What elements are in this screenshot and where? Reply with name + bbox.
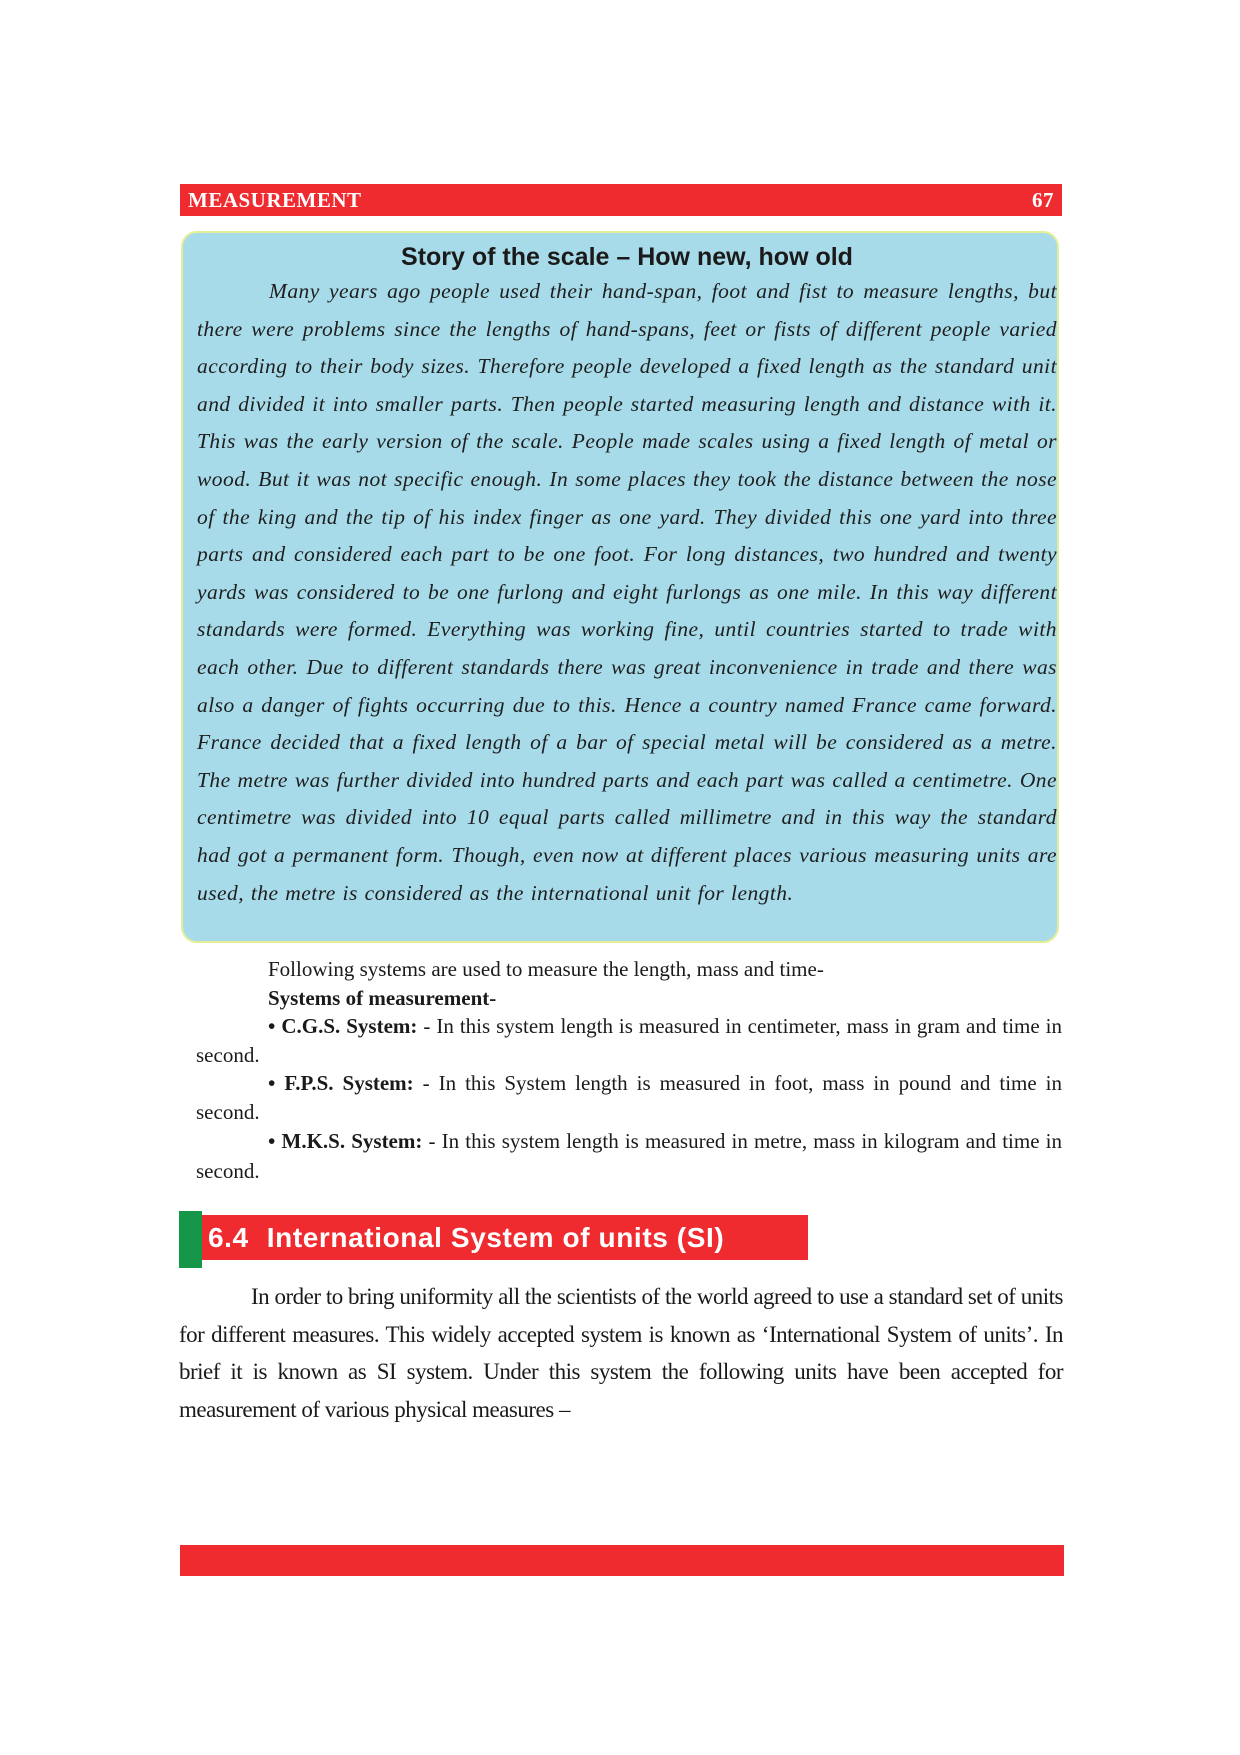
section-title: International System of units (SI) xyxy=(266,1221,725,1253)
chapter-title: MEASUREMENT xyxy=(188,187,362,212)
story-text: Many years ago people used their hand-span, foot and fist to measure lengths, but there were problems since the lengths of hand-spans, feet or fists of different people varied according to their body sizes. Therefore people developed a fixed length as the standard unit and divided it into smaller parts. Then people started measuring length and distance with it. This was the early version of the scale. People made scales using a fixed length of metal or wood. But it was not specific enough. In some places they took the distance between the nose of the king and the tip of his index finger as one yard. They divided this one yard into three parts and considered each part to be one foot. For long distances, two hundred and twenty yards was considered to be one furlong and eight furlongs as one mile. In this way different standards were formed. Everything was working fine, until countries started to trade with each other. Due to different standards there was great inconvenience in trade and there was also a danger of fights occurring due to this. Hence a country named France came forward. France decided that a fixed length of a bar of special metal will be considered as a metre. The metre was further divided into hundred parts and each part was called a centimetre. One centimetre was divided into 10 equal parts called millimetre and in this way the standard had got a permanent form. Though, even now at different places various measuring units are used, the metre is considered as the international unit for length. xyxy=(197,279,1057,905)
running-header xyxy=(180,184,1062,216)
systems-intro: Following systems are used to measure the length, mass and time- xyxy=(268,957,824,981)
systems-of-measurement xyxy=(196,955,1062,1186)
bullet-icon: • xyxy=(268,1071,276,1095)
system-item-fps xyxy=(196,1069,1062,1126)
system-name: M.K.S. System: xyxy=(281,1129,423,1153)
section-title-bar xyxy=(202,1215,808,1260)
section-paragraph: In order to bring uniformity all the scientists of the world agreed to use a standard set of units for different measures. This widely accepted system is known as ‘International System of units’. In brief it is known as SI system. Under this system the following units have been accepted for measurement of various physical measures – xyxy=(179,1284,1063,1422)
bullet-icon: • xyxy=(268,1014,276,1038)
system-description: - In this System length is measured in foot, mass in pound and time in second. xyxy=(196,1071,1063,1124)
systems-heading xyxy=(196,984,1062,1013)
story-title: Story of the scale – How new, how old xyxy=(401,243,853,271)
system-name: F.P.S. System: xyxy=(284,1071,414,1095)
section-marker xyxy=(179,1211,202,1268)
system-item-mks xyxy=(196,1126,1062,1186)
section-heading xyxy=(179,1211,809,1268)
system-item-cgs xyxy=(196,1012,1062,1069)
system-description: - In this system length is measured in metre, mass in kilogram and time in second. xyxy=(196,1129,1063,1183)
story-box xyxy=(181,231,1059,943)
footer-bar xyxy=(180,1545,1064,1576)
system-name: C.G.S. System: xyxy=(281,1014,418,1038)
system-description: - In this system length is measured in centimeter, mass in gram and time in second. xyxy=(196,1014,1062,1067)
page-number: 67 xyxy=(1032,187,1054,212)
systems-heading-text: Systems of measurement- xyxy=(268,985,497,1010)
section-number: 6.4 xyxy=(208,1221,249,1253)
bullet-icon: • xyxy=(268,1129,276,1153)
